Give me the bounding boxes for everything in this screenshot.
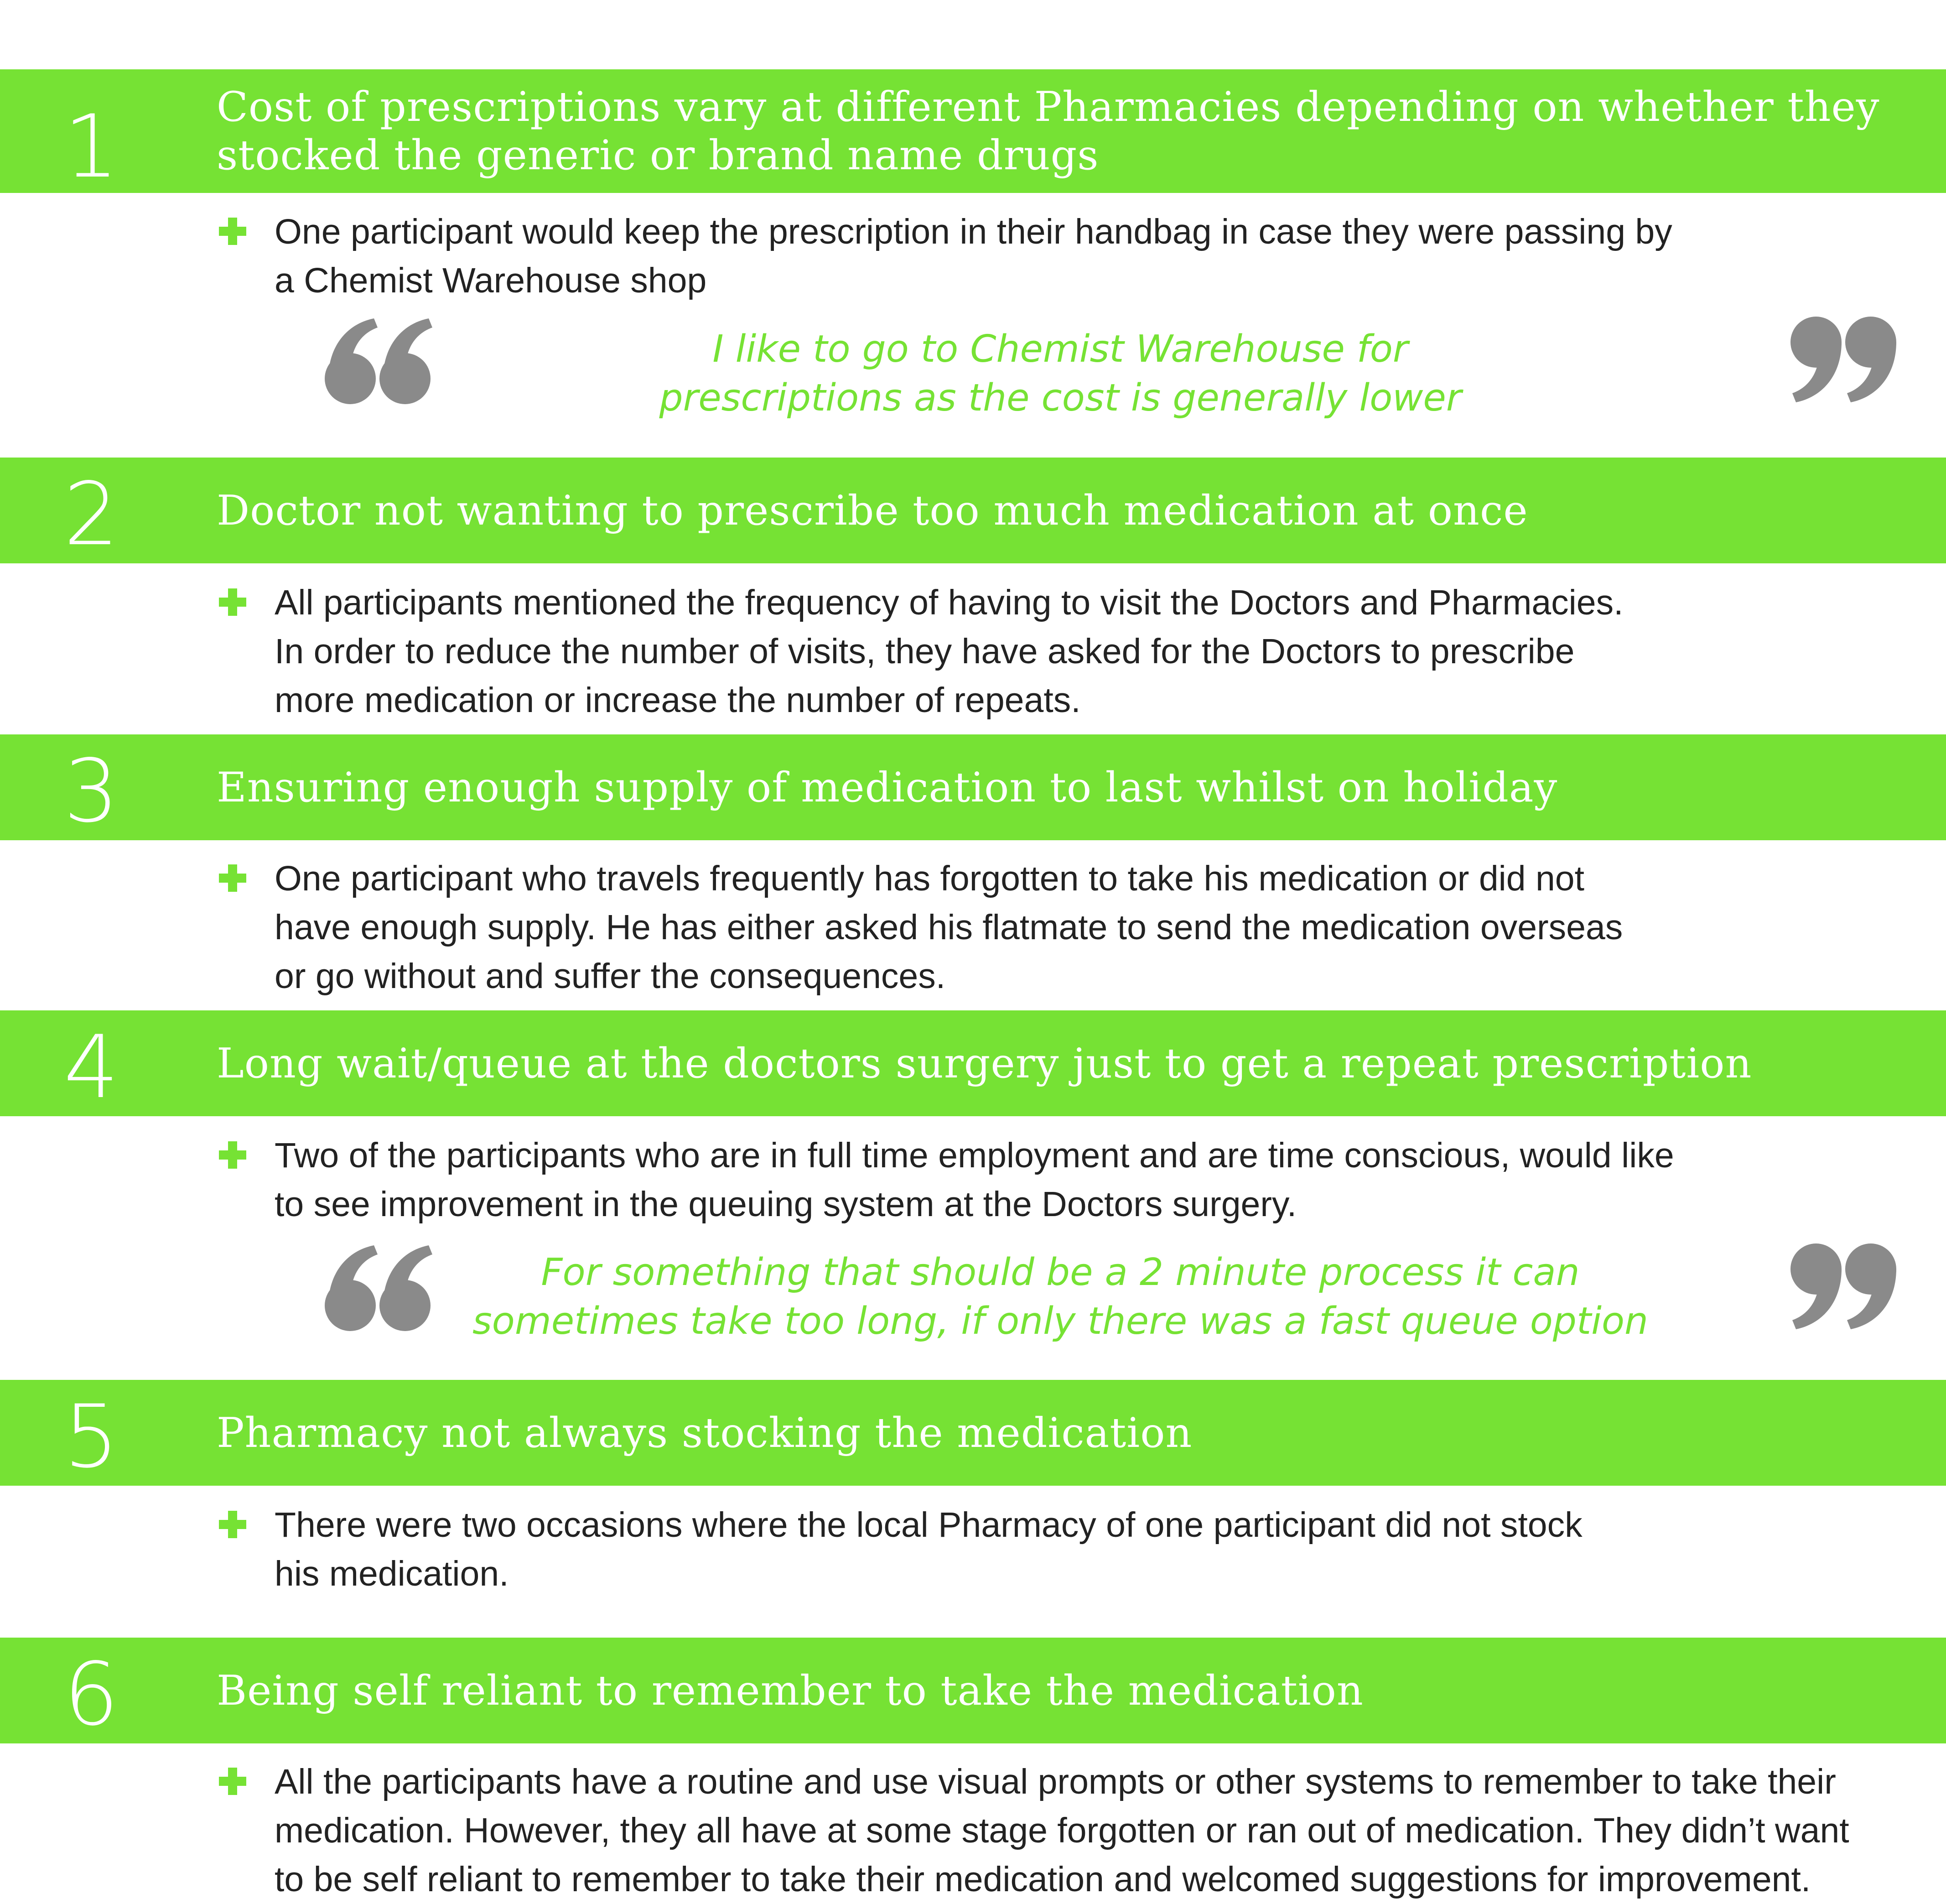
section-title: Being self reliant to remember to take the medication — [217, 1667, 1364, 1715]
section-number: 6 — [63, 1644, 119, 1745]
bullet-text: One participant who travels frequently has forgotten to take his medication or did not have enough supply. He has either asked his flatmate to send the medication overseas or go without and suffer the consequences. — [275, 859, 1623, 996]
section-number: 3 — [63, 741, 119, 842]
section-2-header — [0, 458, 1946, 563]
close-quote-icon — [1779, 1242, 1897, 1333]
section-3-header — [0, 734, 1946, 840]
section-number: 5 — [63, 1386, 119, 1487]
bullet-text: There were two occasions where the local Pharmacy of one participant did not stock his medication. — [275, 1505, 1583, 1593]
close-quote-icon — [1779, 315, 1897, 406]
section-6-header — [0, 1638, 1946, 1743]
section-1-header — [0, 69, 1946, 197]
bullet-text: One participant would keep the prescription in their handbag in case they were passing by a Chemist Warehouse shop — [275, 212, 1672, 300]
quote-text: For something that should be a 2 minute process it can sometimes take too long, if only there was a fast queue option — [472, 1251, 1649, 1343]
plus-icon — [219, 588, 246, 616]
section-title: Pharmacy not always stocking the medication — [217, 1409, 1193, 1457]
plus-icon — [219, 1768, 246, 1795]
section-number: 4 — [63, 1017, 119, 1118]
plus-icon — [219, 864, 246, 892]
section-title: Ensuring enough supply of medication to last whilst on holiday — [217, 764, 1558, 812]
quote-text: I like to go to Chemist Warehouse for prescriptions as the cost is generally lower — [659, 328, 1462, 420]
section-number: 2 — [63, 464, 119, 565]
plus-icon — [219, 218, 246, 245]
section-4-header — [0, 1010, 1946, 1116]
plus-icon — [219, 1511, 246, 1538]
bullet-text: Two of the participants who are in full time employment and are time conscious, would like to see improvement in the queuing system at the Doctors surgery. — [275, 1136, 1674, 1224]
bullet-text: All the participants have a routine and use visual prompts or other systems to remember to take their medication. However, they all have at some stage forgotten or ran out of medication. They didn’t want to be self reliant to remember to take their medication and welcomed suggestions for improvement. — [275, 1762, 1849, 1899]
section-number: 1 — [63, 96, 119, 197]
bullet-text: All participants mentioned the frequency of having to visit the Doctors and Pharmacies. In order to reduce the number of visits, they have asked for the Doctors to prescribe more medication or increase the number of repeats. — [275, 583, 1624, 720]
section-5-header — [0, 1380, 1946, 1486]
plus-icon — [219, 1141, 246, 1169]
section-title: Long wait/queue at the doctors surgery just to get a repeat prescription — [217, 1040, 1752, 1087]
section-title: Doctor not wanting to prescribe too much medication at once — [217, 487, 1528, 535]
section-title: Cost of prescriptions vary at different Pharmacies depending on whether they stocked the generic or brand name drugs — [217, 83, 1880, 179]
